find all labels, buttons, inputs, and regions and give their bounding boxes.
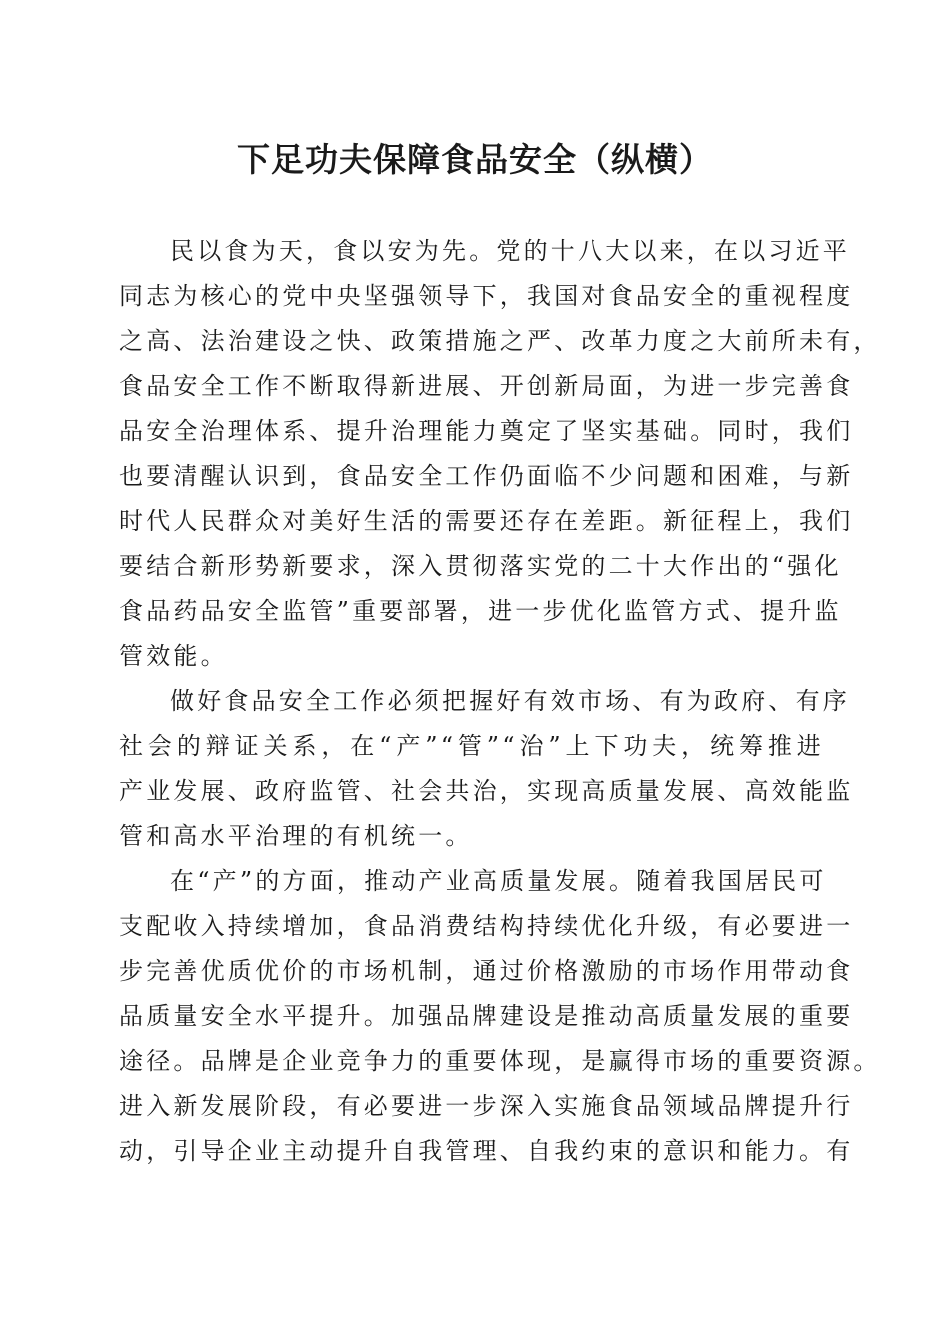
text-line: 要结合新形势新要求，深入贯彻落实党的二十大作出的“强化 (119, 552, 842, 580)
text-line: 食品药品安全监管”重要部署，进一步优化监管方式、提升监 (119, 597, 842, 625)
text-line: 支配收入持续增加，食品消费结构持续优化升级，有必要进一 (119, 912, 854, 940)
paragraph-1 (119, 229, 881, 679)
text-line: 进入新发展阶段，有必要进一步深入实施食品领域品牌提升行 (119, 1092, 854, 1120)
text-line: 做好食品安全工作必须把握好有效市场、有为政府、有序 (170, 687, 850, 715)
text-line: 民以食为天，食以安为先。党的十八大以来，在以习近平 (170, 237, 850, 265)
paragraph-3 (119, 859, 881, 1174)
text-line: 时代人民群众对美好生活的需要还存在差距。新征程上，我们 (119, 507, 854, 535)
text-line: 产业发展、政府监管、社会共治，实现高质量发展、高效能监 (119, 777, 854, 805)
text-line: 社会的辩证关系，在“产”“管”“治”上下功夫，统筹推进 (119, 732, 824, 760)
text-line: 在“产”的方面，推动产业高质量发展。随着我国居民可 (170, 867, 827, 895)
text-line: 途径。品牌是企业竞争力的重要体现，是赢得市场的重要资源。 (119, 1047, 881, 1075)
paragraph-2 (119, 679, 854, 859)
text-line: 管效能。 (119, 642, 228, 670)
document-body (119, 229, 881, 1174)
text-line: 食品安全工作不断取得新进展、开创新局面，为进一步完善食 (119, 372, 854, 400)
text-line: 之高、法治建设之快、政策措施之严、改革力度之大前所未有， (119, 327, 881, 355)
document-title: 下足功夫保障食品安全（纵横） (237, 140, 713, 179)
text-line: 品质量安全水平提升。加强品牌建设是推动高质量发展的重要 (119, 1002, 854, 1030)
text-line: 品安全治理体系、提升治理能力奠定了坚实基础。同时，我们 (119, 417, 854, 445)
text-line: 动，引导企业主动提升自我管理、自我约束的意识和能力。有 (119, 1137, 854, 1165)
text-line: 步完善优质优价的市场机制，通过价格激励的市场作用带动食 (119, 957, 854, 985)
text-line: 也要清醒认识到，食品安全工作仍面临不少问题和困难，与新 (119, 462, 854, 490)
text-line: 同志为核心的党中央坚强领导下，我国对食品安全的重视程度 (119, 282, 854, 310)
text-line: 管和高水平治理的有机统一。 (119, 822, 473, 850)
